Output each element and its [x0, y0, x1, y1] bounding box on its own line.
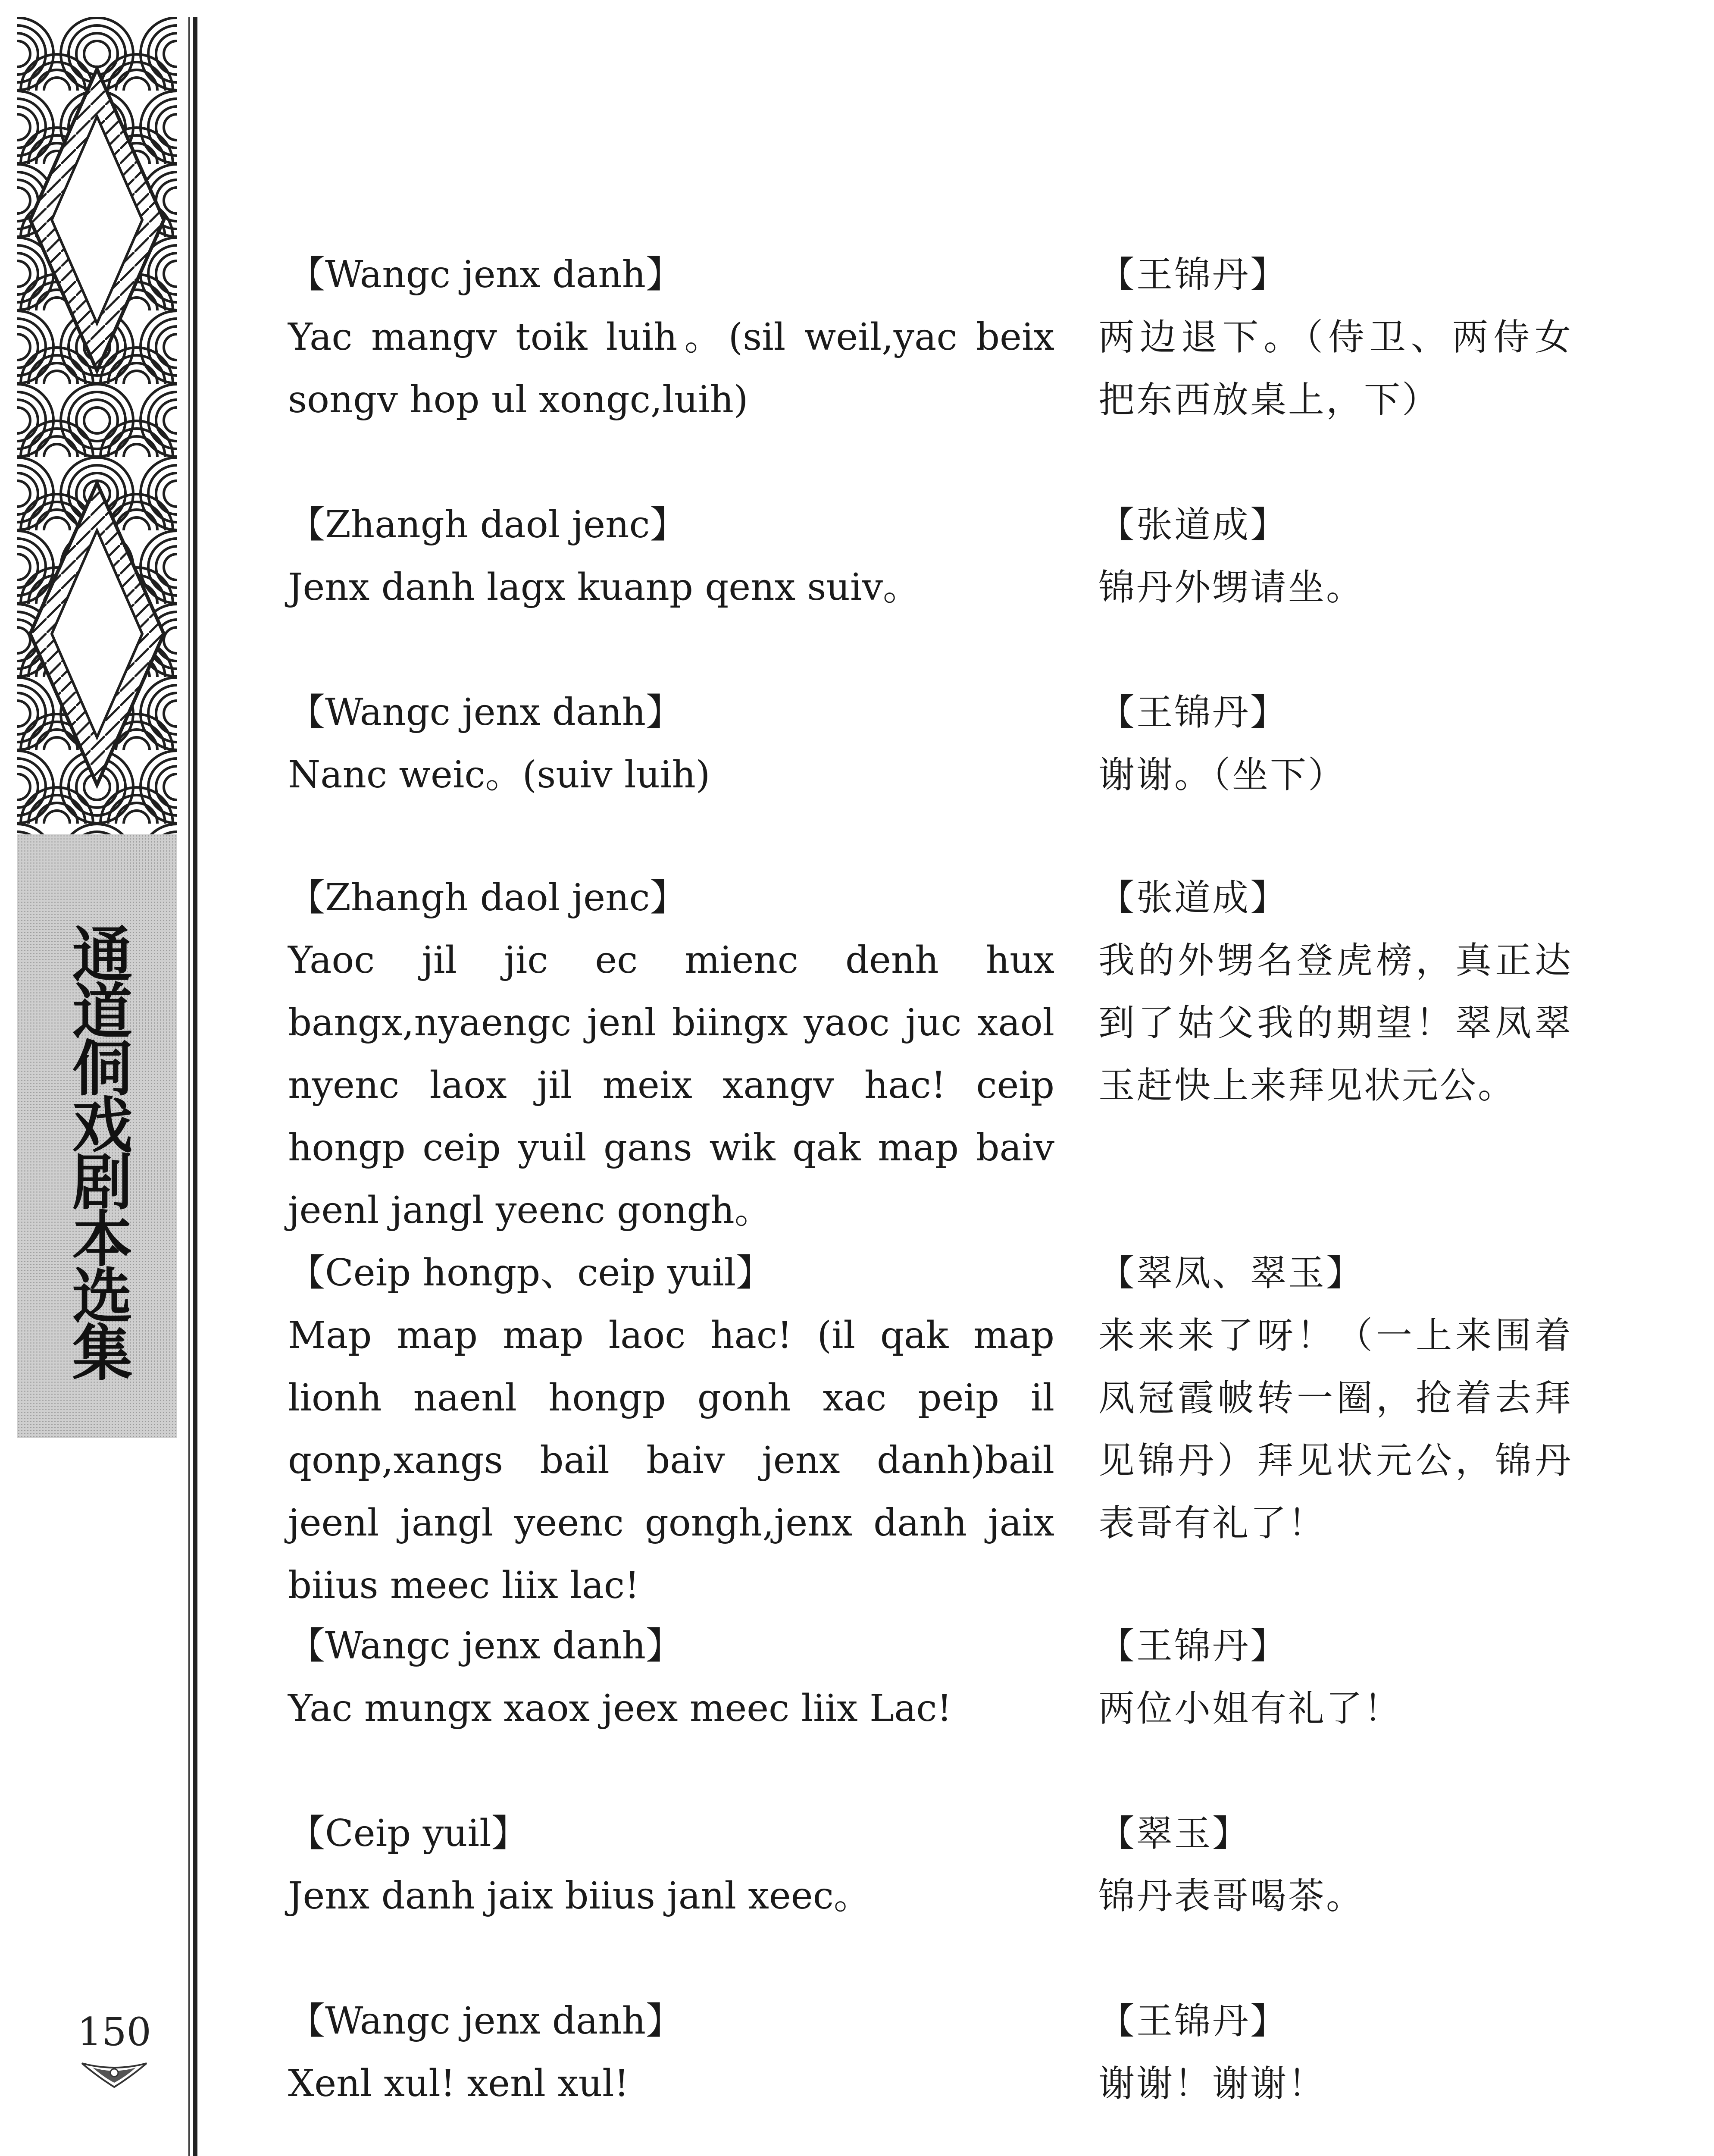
speaker-name-zh: 【王锦丹】	[1098, 2000, 1289, 2042]
dialogue-line-en: Map map map laoc hac! (il qak map lionh naenl hongp gonh xac peip il qonp,xangs bail baiv jenx danh)bail jeenl jangl yeenc gongh,jenx danh jaix biius meec liix lac!	[288, 1314, 1054, 1607]
dialogue-line-en: Jenx danh lagx kuanp qenx suiv。	[288, 566, 920, 609]
chinese-column	[1098, 1802, 1573, 1927]
chinese-column	[1098, 494, 1573, 619]
dialogue-line-en: Jenx danh jaix biius janl xeec。	[288, 1874, 871, 1918]
chinese-column	[1098, 1615, 1573, 1740]
dialogue-line-zh: 锦丹表哥喝茶。	[1098, 1875, 1364, 1917]
page-number: 150	[77, 2009, 151, 2055]
dialogue-line-en: Yac mungx xaox jeex meec liix Lac!	[288, 1687, 952, 1730]
chinese-column	[1098, 1990, 1573, 2115]
dialogue-line-zh: 我的外甥名登虎榜，真正达到了姑父我的期望！翠凤翠玉赶快上来拜见状元公。	[1098, 939, 1573, 1106]
speaker-name-en: 【Wangc jenx danh】	[288, 1624, 683, 1667]
nationality-language-column	[288, 1990, 1054, 2115]
nationality-language-column	[288, 244, 1054, 431]
speaker-name-zh: 【王锦丹】	[1098, 691, 1289, 733]
chinese-column	[1098, 244, 1573, 431]
nationality-language-column	[288, 494, 1054, 619]
chinese-column	[1098, 1242, 1573, 1554]
dialogue-line-en: Yaoc jil jic ec mienc denh hux bangx,nyaengc jenl biingx yaoc juc xaol nyenc laox jil meix xangv hac! ceip hongp ceip yuil gans wik qak map baiv jeenl jangl yeenc gongh。	[288, 939, 1054, 1232]
speaker-name-en: 【Wangc jenx danh】	[288, 253, 683, 296]
nationality-language-column	[288, 1615, 1054, 1740]
speaker-name-zh: 【王锦丹】	[1098, 1625, 1289, 1667]
dialogue-line-zh: 来来来了呀！（一上来围着凤冠霞帔转一圈，抢着去拜见锦丹）拜见状元公，锦丹表哥有礼了！	[1098, 1314, 1573, 1544]
book-title: 通道侗戏剧本选集	[62, 923, 132, 1378]
speaker-name-zh: 【翠玉】	[1098, 1812, 1251, 1855]
speaker-name-en: 【Wangc jenx danh】	[288, 691, 683, 734]
speaker-name-en: 【Ceip yuil】	[288, 1812, 529, 1855]
dialogue-line-zh: 谢谢！谢谢！	[1098, 2062, 1326, 2105]
dialogue-line-en: Xenl xul! xenl xul!	[288, 2062, 629, 2105]
dialogue-line-en: Yac mangv toik luih。(sil weil,yac beix songv hop ul xongc,luih)	[288, 316, 1054, 421]
nationality-language-column	[288, 681, 1054, 806]
chinese-column	[1098, 681, 1573, 806]
nationality-language-column	[288, 867, 1054, 1242]
speaker-name-en: 【Zhangh daol jenc】	[288, 876, 687, 919]
speaker-name-zh: 【张道成】	[1098, 877, 1289, 919]
speaker-name-en: 【Ceip hongp、ceip yuil】	[288, 1251, 773, 1294]
dialogue-line-zh: 两边退下。（侍卫、两侍女把东西放桌上，下）	[1098, 316, 1573, 421]
speaker-name-zh: 【张道成】	[1098, 504, 1289, 546]
speaker-name-en: 【Zhangh daol jenc】	[288, 503, 687, 546]
nationality-language-column	[288, 1802, 1054, 1927]
dialogue-line-zh: 两位小姐有礼了！	[1098, 1687, 1402, 1730]
dialogue-line-zh: 锦丹外甥请坐。	[1098, 566, 1364, 608]
dialogue-line-zh: 谢谢。（坐下）	[1098, 754, 1346, 796]
chinese-column	[1098, 867, 1573, 1117]
speaker-name-zh: 【王锦丹】	[1098, 254, 1289, 296]
nationality-language-column	[288, 1242, 1054, 1617]
speaker-name-zh: 【翠凤、翠玉】	[1098, 1252, 1364, 1294]
dialogue-line-en: Nanc weic。(suiv luih)	[288, 753, 710, 796]
speaker-name-en: 【Wangc jenx danh】	[288, 1999, 683, 2043]
